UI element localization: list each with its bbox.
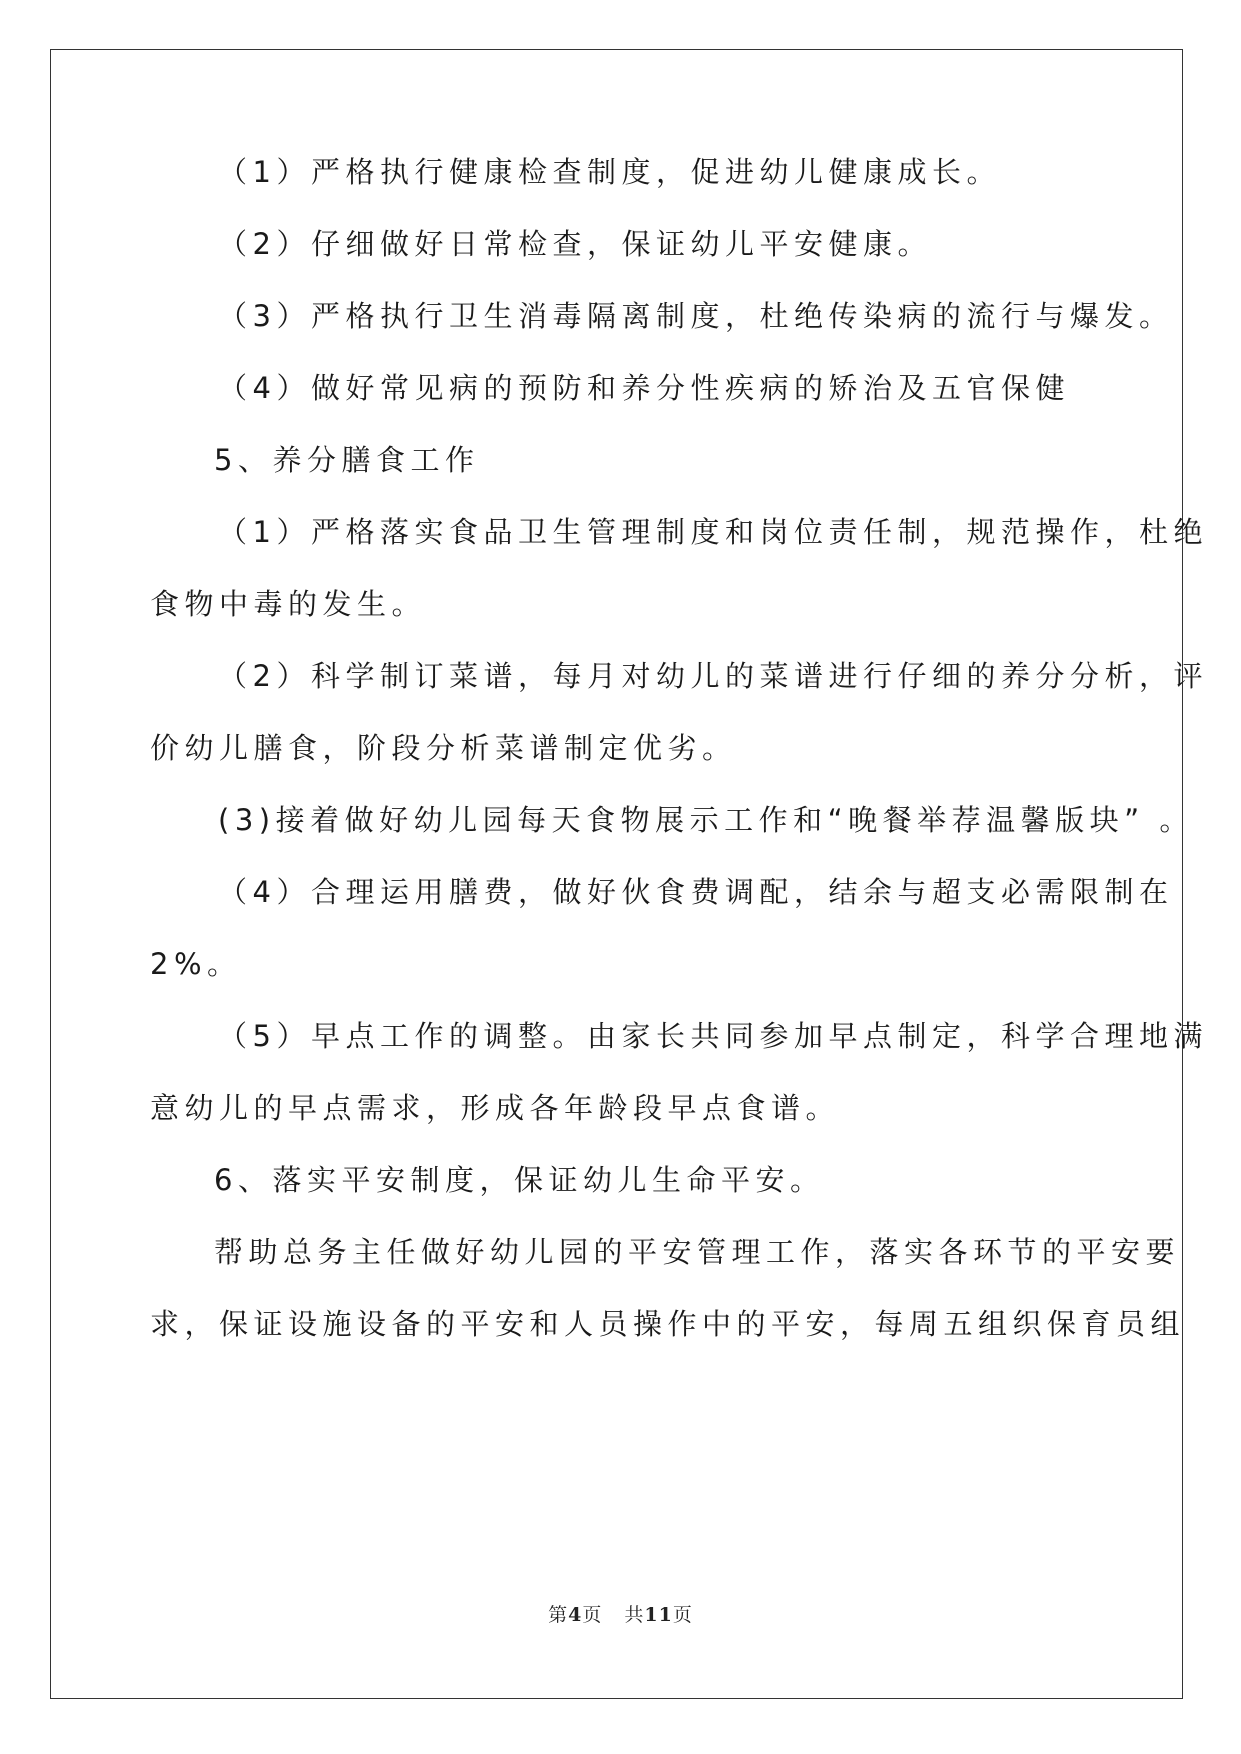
paragraph-line: 食物中毒的发生。: [150, 587, 427, 621]
paragraph-line: （2）科学制订菜谱，每月对幼儿的菜谱进行仔细的养分分析，评: [218, 659, 1208, 693]
section-heading: 6、落实平安制度，保证幼儿生命平安。: [214, 1163, 825, 1197]
paragraph-line: （5）早点工作的调整。由家长共同参加早点制定，科学合理地满: [218, 1019, 1208, 1053]
footer-page-prefix: 第: [548, 1604, 569, 1626]
paragraph-line: (3)接着做好幼儿园每天食物展示工作和“晚餐举荐温馨版块” 。: [218, 803, 1194, 837]
footer-total-suffix: 页: [672, 1604, 693, 1626]
paragraph-line: （1）严格落实食品卫生管理制度和岗位责任制，规范操作，杜绝: [218, 515, 1208, 549]
paragraph-line: （4）合理运用膳费，做好伙食费调配，结余与超支必需限制在: [218, 875, 1174, 909]
footer-total-pages: 11: [644, 1604, 673, 1626]
paragraph-line: （1）严格执行健康检查制度，促进幼儿健康成长。: [218, 155, 1001, 189]
section-heading: 5、养分膳食工作: [214, 443, 480, 477]
footer-page-number: 4: [568, 1604, 583, 1626]
paragraph-line: 帮助总务主任做好幼儿园的平安管理工作，落实各环节的平安要: [214, 1235, 1181, 1269]
paragraph-line: 求，保证设施设备的平安和人员操作中的平安，每周五组织保育员组: [150, 1307, 1186, 1341]
footer-total-prefix: 共: [624, 1604, 645, 1626]
paragraph-line: （2）仔细做好日常检查，保证幼儿平安健康。: [218, 227, 932, 261]
page-footer: [0, 1600, 1241, 1627]
paragraph-line: （4）做好常见病的预防和养分性疾病的矫治及五官保健: [218, 371, 1070, 405]
paragraph-line: （3）严格执行卫生消毒隔离制度，杜绝传染病的流行与爆发。: [218, 299, 1174, 333]
paragraph-line: 2%。: [150, 947, 242, 981]
page-border: [50, 49, 1186, 1699]
paragraph-line: 意幼儿的早点需求，形成各年龄段早点食谱。: [150, 1091, 841, 1125]
paragraph-line: 价幼儿膳食，阶段分析菜谱制定优劣。: [150, 731, 737, 765]
footer-page-suffix: 页: [582, 1604, 603, 1626]
